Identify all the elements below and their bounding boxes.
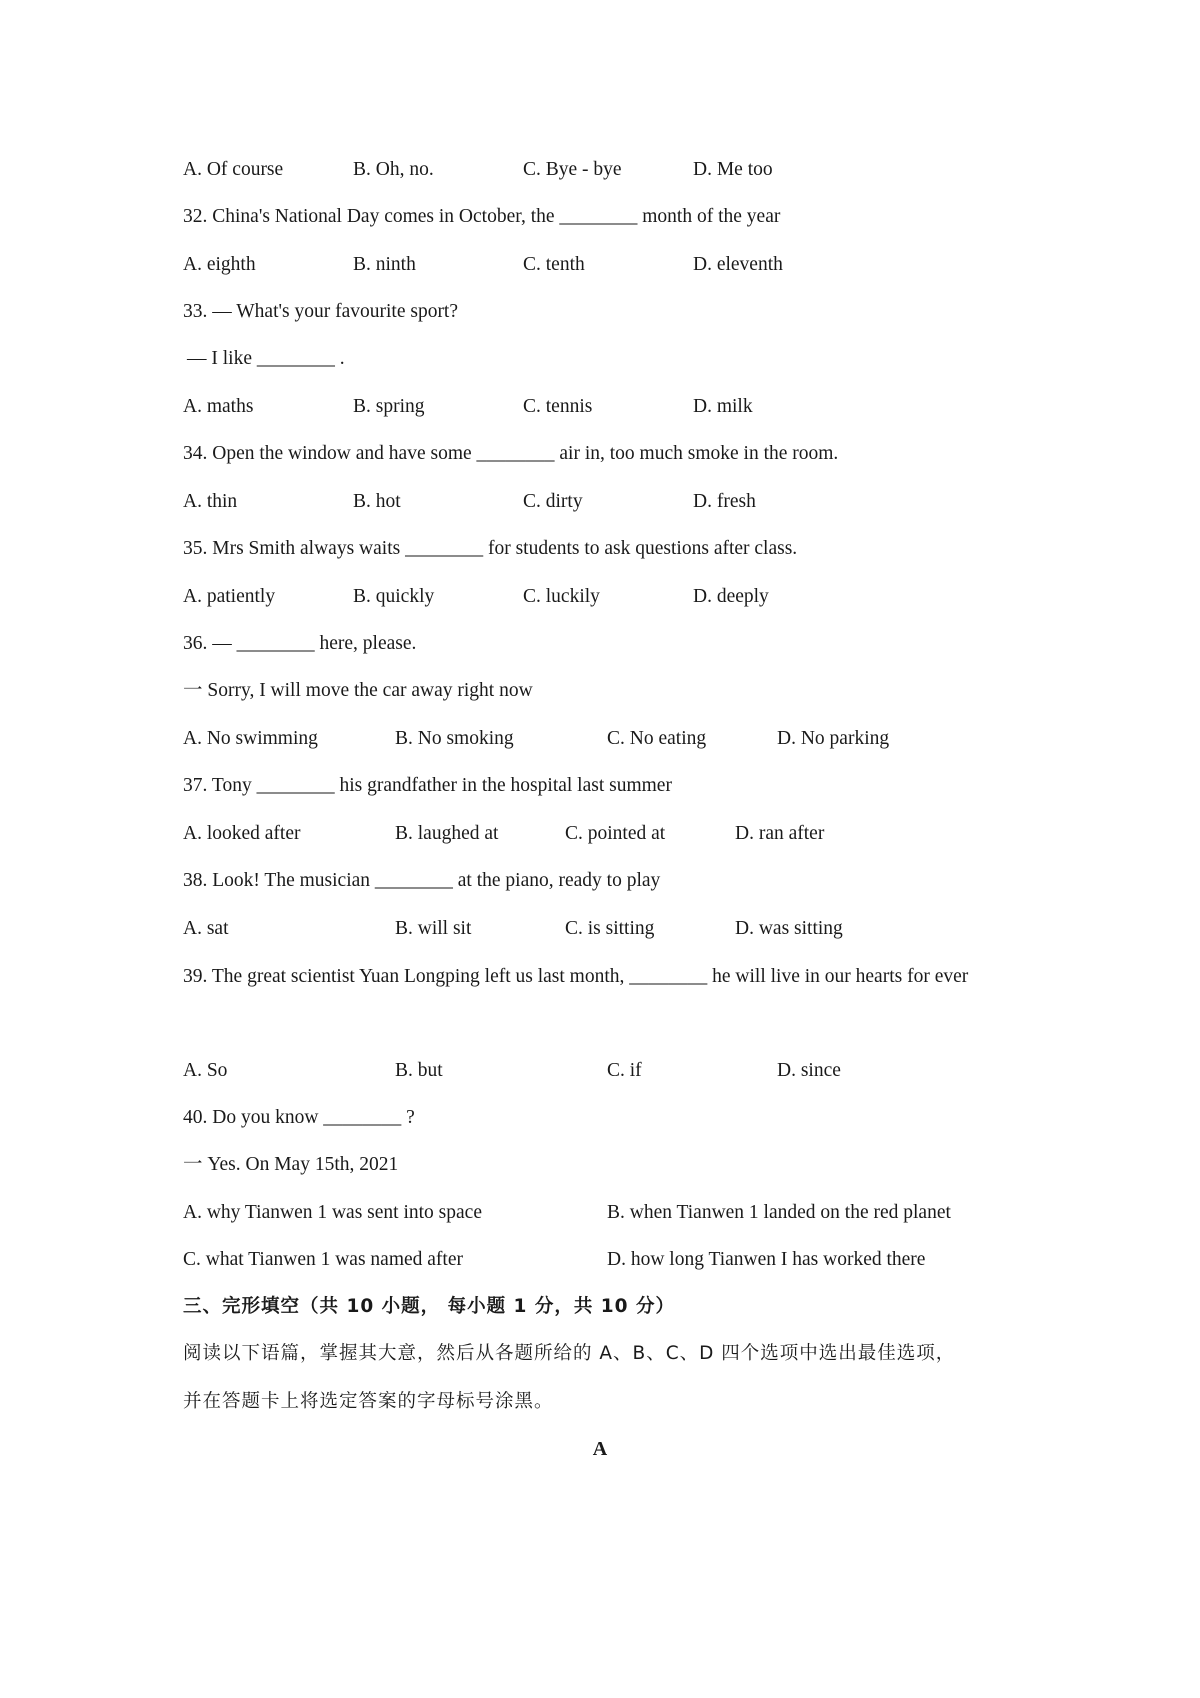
q34-option-c: C. dirty [523, 491, 583, 512]
q37-option-a: A. looked after [183, 823, 301, 844]
q35-option-b: B. quickly [353, 586, 435, 607]
q34-option-b: B. hot [353, 491, 401, 512]
q39-option-a: A. So [183, 1060, 228, 1081]
q39-stem: 39. The great scientist Yuan Longping left us last month, ________ he will live in our hearts for ever [183, 966, 969, 987]
q34-stem: 34. Open the window and have some ________ air in, too much smoke in the room. [183, 443, 839, 464]
q39-option-b: B. but [395, 1060, 443, 1081]
q38-option-c: C. is sitting [565, 918, 655, 939]
q33-option-c: C. tennis [523, 396, 593, 417]
q40-option-b: B. when Tianwen 1 landed on the red planet [607, 1202, 951, 1223]
q40-option-c: C. what Tianwen 1 was named after [183, 1249, 463, 1270]
q32-option-b: B. ninth [353, 254, 416, 275]
q36-option-c: C. No eating [607, 728, 707, 749]
q32-option-a: A. eighth [183, 254, 256, 275]
q37-option-c: C. pointed at [565, 823, 666, 844]
q33-option-d: D. milk [693, 396, 753, 417]
q36-option-d: D. No parking [777, 728, 890, 749]
q31-option-b: B. Oh, no. [353, 159, 434, 180]
q33-stem: 33. — What's your favourite sport? [183, 301, 459, 322]
section-instruction-line-2: 并在答题卡上将选定答案的字母标号涂黑。 [183, 1391, 554, 1412]
q36-option-a: A. No swimming [183, 728, 318, 749]
q34-option-d: D. fresh [693, 491, 756, 512]
q33-option-b: B. spring [353, 396, 425, 417]
q40-stem: 40. Do you know ________ ? [183, 1107, 415, 1128]
q40-option-d: D. how long Tianwen I has worked there [607, 1249, 926, 1270]
q39-option-c: C. if [607, 1060, 642, 1081]
q31-option-d: D. Me too [693, 159, 773, 180]
q35-option-d: D. deeply [693, 586, 769, 607]
q31-option-a: A. Of course [183, 159, 284, 180]
passage-label: A [592, 1438, 608, 1460]
q34-option-a: A. thin [183, 491, 238, 512]
section-heading: 三、完形填空（共 10 小题， 每小题 1 分，共 10 分） [183, 1296, 675, 1317]
q35-stem: 35. Mrs Smith always waits ________ for students to ask questions after class. [183, 538, 798, 559]
q31-option-c: C. Bye - bye [523, 159, 622, 180]
q38-option-d: D. was sitting [735, 918, 843, 939]
q38-stem: 38. Look! The musician ________ at the piano, ready to play [183, 870, 661, 891]
section-instruction-line-1: 阅读以下语篇，掌握其大意，然后从各题所给的 A、B、C、D 四个选项中选出最佳选项， [183, 1343, 956, 1364]
q35-option-c: C. luckily [523, 586, 600, 607]
q36-reply: 一 Sorry, I will move the car away right now [183, 680, 533, 701]
q37-option-d: D. ran after [735, 823, 825, 844]
q32-stem: 32. China's National Day comes in October, the ________ month of the year [183, 206, 781, 227]
q32-option-d: D. eleventh [693, 254, 783, 275]
q38-option-a: A. sat [183, 918, 229, 939]
q35-option-a: A. patiently [183, 586, 276, 607]
q39-option-d: D. since [777, 1060, 841, 1081]
q32-option-c: C. tenth [523, 254, 585, 275]
q37-stem: 37. Tony ________ his grandfather in the hospital last summer [183, 775, 672, 796]
q36-stem: 36. — ________ here, please. [183, 633, 417, 654]
q40-option-a: A. why Tianwen 1 was sent into space [183, 1202, 482, 1223]
q40-reply: 一 Yes. On May 15th, 2021 [183, 1154, 399, 1175]
q37-option-b: B. laughed at [395, 823, 499, 844]
q36-option-b: B. No smoking [395, 728, 514, 749]
q33-reply: — I like ________ . [187, 348, 345, 369]
q33-option-a: A. maths [183, 396, 254, 417]
q38-option-b: B. will sit [395, 918, 472, 939]
